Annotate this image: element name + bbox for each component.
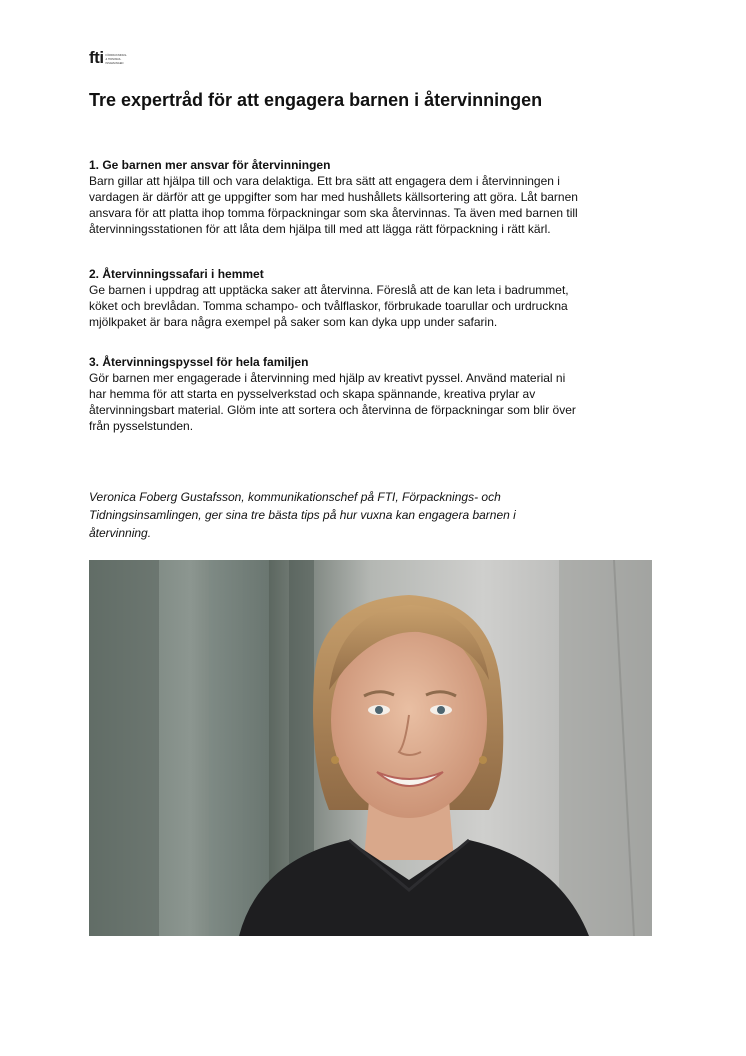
logo-tagline [106, 54, 127, 65]
tip-section-1 [89, 157, 669, 237]
logo-line: & TIDNINGS- [105, 58, 122, 61]
portrait-photo [89, 560, 652, 936]
tip-section-3 [89, 354, 669, 434]
logo-text: fti [89, 48, 104, 67]
tip-heading: 1. Ge barnen mer ansvar för återvinningen [89, 158, 331, 172]
logo-line: INSAMLINGEN [105, 62, 124, 65]
tip-line: Ge barnen i uppdrag att upptäcka saker att återvinna. Föreslå att de kan leta i badrummet, [89, 283, 569, 297]
tip-line: ansvara för att platta ihop tomma förpackningar som ska återvinnas. Ta även med barnen till [89, 206, 578, 220]
tip-heading: 2. Återvinningssafari i hemmet [89, 267, 264, 281]
photo-caption [89, 488, 609, 542]
tip-line: vardagen är därför att ge uppgifter som har med hushållets källsortering att göra. Låt barnen [89, 190, 578, 204]
tip-line: Barn gillar att hjälpa till och vara delaktiga. Ett bra sätt att engagera dem i återvinningen i [89, 174, 560, 188]
tip-line: återvinningsstationen för att låta dem hjälpa till med att lägga rätt förpackning i rätt kärl. [89, 222, 551, 236]
caption-line: Veronica Foberg Gustafsson, kommunikationschef på FTI, Förpacknings- och [89, 490, 501, 504]
tip-heading: 3. Återvinningspyssel för hela familjen [89, 355, 309, 369]
logo-mark [89, 49, 104, 66]
logo-line: FÖRPACKNINGS- [105, 54, 127, 57]
tip-line: köket och brevlådan. Tomma schampo- och tvålflaskor, förbrukade toarullar och urdruckna [89, 299, 568, 313]
tip-line: från pysselstunden. [89, 419, 194, 433]
tip-line: Gör barnen mer engagerade i återvinning med hjälp av kreativt pyssel. Använd material ni [89, 371, 566, 385]
fti-logo [89, 49, 127, 66]
page-title: Tre expertråd för att engagera barnen i återvinningen [89, 90, 543, 110]
tip-line: mjölkpaket är bara några exempel på saker som kan dyka upp under safarin. [89, 315, 498, 329]
tip-line: återvinningsbart material. Glöm inte att sortera och återvinna de förpackningar som blir över [89, 403, 576, 417]
caption-line: Tidningsinsamlingen, ger sina tre bästa tips på hur vuxna kan engagera barnen i [89, 508, 516, 522]
tip-line: har hemma för att starta en pysselverkstad och skapa spännande, kreativa prylar av [89, 387, 536, 401]
tip-section-2 [89, 266, 669, 330]
caption-line: återvinning. [89, 526, 152, 540]
